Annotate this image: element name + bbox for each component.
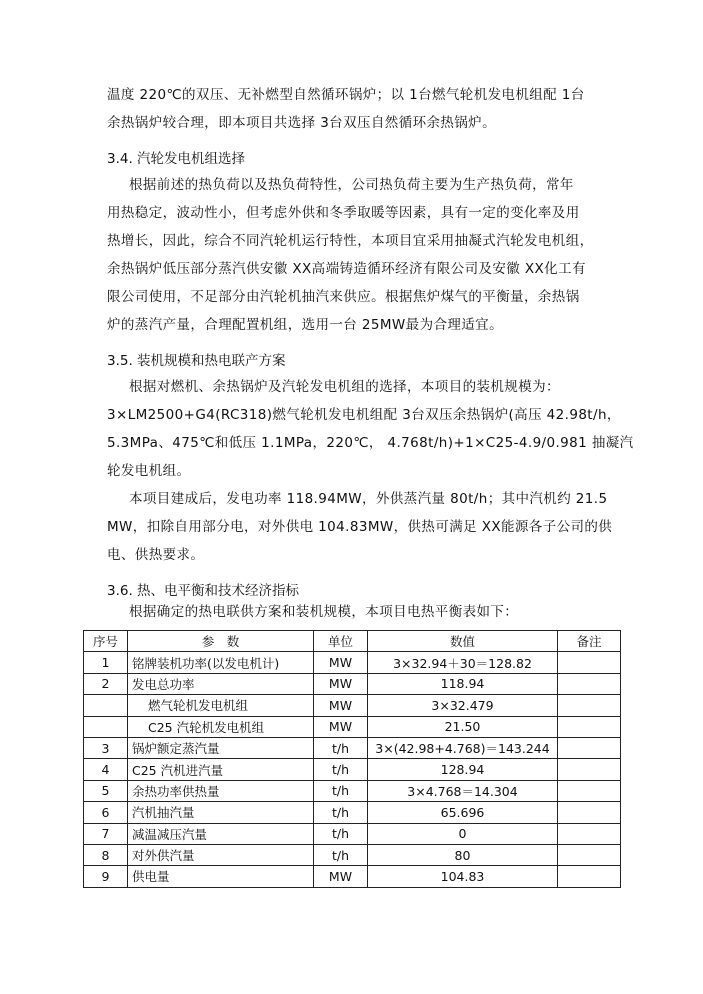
cell-unit: MW: [314, 695, 368, 716]
cell-param: 锅炉额定蒸汽量: [128, 737, 314, 758]
cell-note: [558, 759, 621, 780]
cell-note: [558, 780, 621, 801]
table-row: [84, 802, 621, 823]
cell-no: 7: [84, 823, 128, 844]
table-row: [84, 844, 621, 865]
section-heading-3-5: 3.5. 装机规模和热电联产方案: [107, 353, 286, 369]
cell-param: 发电总功率: [128, 673, 314, 694]
cell-param: 汽机抽汽量: [128, 802, 314, 823]
table-row: [84, 866, 621, 887]
paragraph-line: 炉的蒸汽产量，合理配置机组，选用一台 25MW最为合理适宜。: [107, 317, 503, 333]
cell-note: [558, 716, 621, 737]
cell-unit: MW: [314, 652, 368, 673]
cell-unit: t/h: [314, 802, 368, 823]
cell-value: 3×(42.98+4.768)＝143.244: [368, 737, 558, 758]
header-no: 序号: [84, 631, 128, 652]
paragraph-line: 限公司使用，不足部分由汽轮机抽汽来供应。根据焦炉煤气的平衡量，余热锅: [107, 289, 580, 305]
paragraph-line: 用热稳定，波动性小，但考虑外供和冬季取暖等因素，具有一定的变化率及用: [107, 205, 580, 221]
cell-unit: MW: [314, 673, 368, 694]
cell-note: [558, 695, 621, 716]
section-heading-3-4: 3.4. 汽轮发电机组选择: [107, 151, 246, 167]
cell-no: 6: [84, 802, 128, 823]
table-row: [84, 695, 621, 716]
header-unit: 单位: [314, 631, 368, 652]
cell-no: [84, 716, 128, 737]
table-row: [84, 780, 621, 801]
cell-value: 104.83: [368, 866, 558, 887]
table-row: [84, 737, 621, 758]
cell-param: 供电量: [128, 866, 314, 887]
cell-unit: t/h: [314, 759, 368, 780]
cell-value: 21.50: [368, 716, 558, 737]
cell-value: 80: [368, 844, 558, 865]
cell-no: 3: [84, 737, 128, 758]
paragraph-line: 温度 220℃的双压、无补燃型自然循环锅炉；以 1台燃气轮机发电机组配 1台: [107, 87, 585, 103]
cell-no: 8: [84, 844, 128, 865]
cell-no: [84, 695, 128, 716]
paragraph-line: 本项目建成后，发电功率 118.94MW，外供蒸汽量 80t/h；其中汽机约 21.5: [129, 491, 608, 507]
cell-value: 3×4.768＝14.304: [368, 780, 558, 801]
balance-table: [83, 630, 621, 888]
paragraph-line: 5.3MPa、475℃和低压 1.1MPa，220℃， 4.768t/h)+1×C25-4.9/0.981 抽凝汽: [107, 435, 634, 451]
paragraph-line: 轮发电机组。: [107, 463, 191, 479]
cell-note: [558, 737, 621, 758]
paragraph-line: 余热锅炉低压部分蒸汽供安徽 XX高端铸造循环经济有限公司及安徽 XX化工有: [107, 261, 586, 277]
paragraph-line: 根据确定的热电联供方案和装机规模，本项目电热平衡表如下：: [129, 604, 519, 620]
cell-no: 5: [84, 780, 128, 801]
cell-value: 118.94: [368, 673, 558, 694]
cell-param: C25 汽轮机发电机组: [128, 716, 314, 737]
paragraph-line: 根据对燃机、余热锅炉及汽轮发电机组的选择，本项目的装机规模为：: [129, 379, 560, 395]
cell-param: 燃气轮机发电机组: [128, 695, 314, 716]
cell-value: 65.696: [368, 802, 558, 823]
cell-unit: t/h: [314, 823, 368, 844]
cell-note: [558, 844, 621, 865]
cell-param: C25 汽机进汽量: [128, 759, 314, 780]
cell-note: [558, 802, 621, 823]
paragraph-line: 余热锅炉较合理，即本项目共选择 3台双压自然循环余热锅炉。: [107, 115, 496, 131]
paragraph-line: 电、供热要求。: [107, 547, 205, 563]
table-header-row: [84, 631, 621, 652]
paragraph-line: MW，扣除自用部分电，对外供电 104.83MW，供热可满足 XX能源各子公司的供: [107, 519, 613, 535]
header-value: 数值: [368, 631, 558, 652]
paragraph-line: 热增长，因此，综合不同汽轮机运行特性，本项目宜采用抽凝式汽轮发电机组，: [107, 233, 594, 249]
cell-unit: MW: [314, 866, 368, 887]
cell-note: [558, 866, 621, 887]
cell-note: [558, 823, 621, 844]
cell-param: 减温减压汽量: [128, 823, 314, 844]
cell-note: [558, 652, 621, 673]
cell-param: 对外供汽量: [128, 844, 314, 865]
table-row: [84, 652, 621, 673]
cell-no: 4: [84, 759, 128, 780]
cell-param: 余热功率供热量: [128, 780, 314, 801]
cell-value: 3×32.479: [368, 695, 558, 716]
header-param: 参 数: [128, 631, 314, 652]
cell-no: 2: [84, 673, 128, 694]
cell-unit: MW: [314, 716, 368, 737]
cell-value: 128.94: [368, 759, 558, 780]
cell-value: 3×32.94＋30＝128.82: [368, 652, 558, 673]
cell-no: 9: [84, 866, 128, 887]
table-row: [84, 716, 621, 737]
table-row: [84, 673, 621, 694]
cell-value: 0: [368, 823, 558, 844]
cell-no: 1: [84, 652, 128, 673]
cell-unit: t/h: [314, 780, 368, 801]
table-row: [84, 823, 621, 844]
section-heading-3-6: 3.6. 热、电平衡和技术经济指标: [107, 583, 300, 599]
cell-note: [558, 673, 621, 694]
cell-unit: t/h: [314, 844, 368, 865]
paragraph-line: 根据前述的热负荷以及热负荷特性，公司热负荷主要为生产热负荷，常年: [129, 177, 574, 193]
cell-unit: t/h: [314, 737, 368, 758]
cell-param: 铭牌装机功率(以发电机计): [128, 652, 314, 673]
header-note: 备注: [558, 631, 621, 652]
table-row: [84, 759, 621, 780]
paragraph-line: 3×LM2500+G4(RC318)燃气轮机发电机组配 3台双压余热锅炉(高压 42.98t/h，: [107, 407, 621, 423]
